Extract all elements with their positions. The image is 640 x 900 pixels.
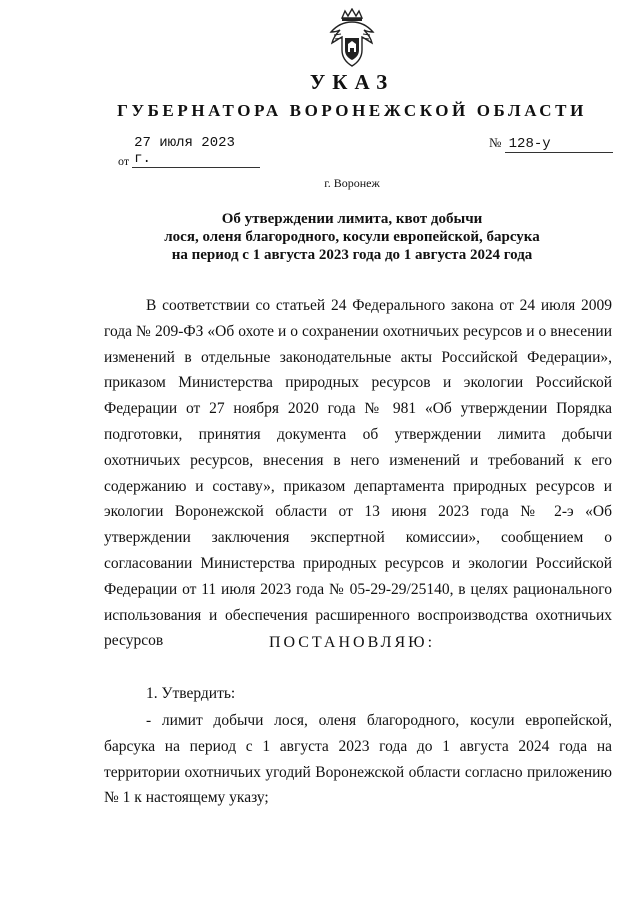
date-field [118,135,260,169]
decree-heading: ПОСТАНОВЛЯЮ: [268,634,436,651]
coat-of-arms-icon [323,8,381,70]
subject-line-1: Об утверждении лимита, квот добычи [221,211,483,227]
number-label: № [489,135,502,150]
number-field [489,135,613,153]
subject-line-2: лося, оленя благородного, косули европейской, барсука [164,229,540,245]
subject-line-3: на период с 1 августа 2023 года до 1 августа 2024 года [171,247,533,263]
date-value: 27 июля 2023 г. [132,135,260,168]
document-subject [0,210,640,264]
date-label: от [118,154,130,168]
item-1-sub-paragraph: - лимит добычи лося, оленя благородного, косули европейской, барсука на период с 1 августа 2023 года до 1 августа 2024 года на территории охотничьих угодий Воронежской области согласно приложению № 1 к настоящему указу; [104,712,612,807]
number-value: 128-у [505,136,613,153]
item-1-paragraph: 1. Утвердить: [146,685,236,702]
document-subtitle: ГУБЕРНАТОРА ВОРОНЕЖСКОЙ ОБЛАСТИ [117,101,587,120]
preamble-paragraph: В соответствии со статьей 24 Федерального закона от 24 июля 2009 года № 209-ФЗ «Об охоте и о сохранении охотничьих ресурсов и о внесении изменений в отдельные законодательные акты Российской Федерации», приказом Министерства природных ресурсов и экологии Российской Федерации от 27 ноября 2020 года № 981 «Об утверждении Порядка подготовки, принятия документа об утверждении лимита добычи охотничьих ресурсов, внесения в него изменений и требований к его содержанию и составу», приказом департамента природных ресурсов и экологии Воронежской области от 13 июня 2023 года № 2-э «Об утверждении заключения экспертной комиссии», сообщением о согласовании Министерства природных ресурсов и экологии Российской Федерации от 11 июля 2023 года № 05-29-29/25140, в целях рационального использования и обеспечения расширенного воспроизводства охотничьих ресурсов [104,297,612,650]
document-title: УКАЗ [309,70,395,94]
city-line: г. Воронеж [324,176,380,190]
